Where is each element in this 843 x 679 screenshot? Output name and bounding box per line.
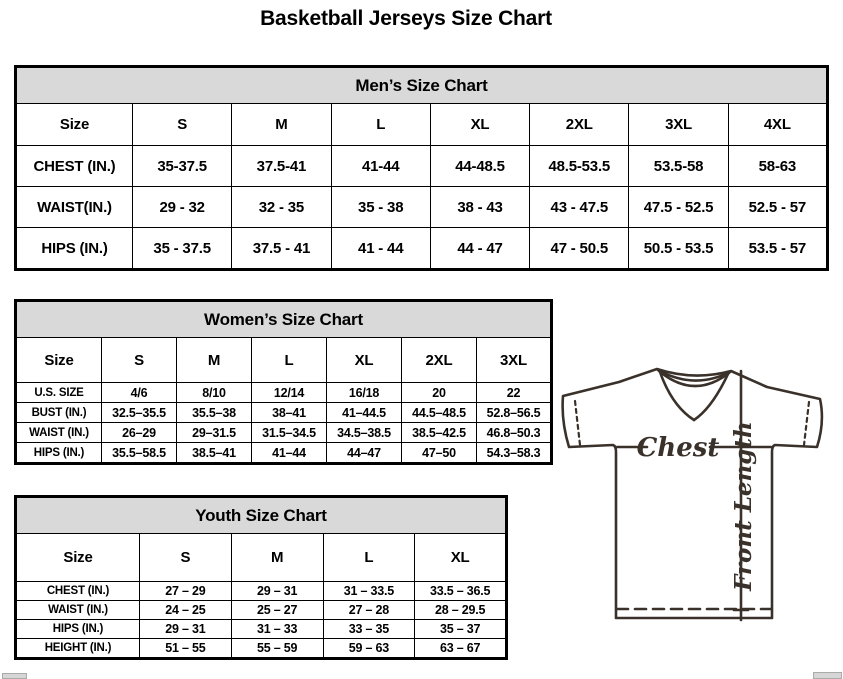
col-header: L [323,534,415,582]
col-header: Size [16,104,133,146]
cell: 53.5-58 [629,146,728,187]
cell: 35-37.5 [133,146,232,187]
cell: 35 - 38 [331,187,430,228]
cell: 38.5–41 [177,443,252,464]
table-row [16,383,552,403]
row-label: CHEST (IN.) [16,146,133,187]
womens-size-chart-table [14,299,553,465]
left-cuff-stitch [575,401,580,445]
cell: 38–41 [252,403,327,423]
jersey-measurement-diagram [553,360,836,632]
table-row [16,443,552,464]
cell: 31 – 33 [231,620,323,639]
row-label: HIPS (IN.) [16,443,102,464]
mens-chart-title: Men’s Size Chart [16,67,828,104]
col-header: M [231,534,323,582]
cell: 52.8–56.5 [477,403,552,423]
cell: 41 - 44 [331,228,430,270]
table-row [16,187,828,228]
cell: 44.5–48.5 [402,403,477,423]
cell: 47–50 [402,443,477,464]
cell: 50.5 - 53.5 [629,228,728,270]
row-label: WAIST (IN.) [16,423,102,443]
col-header: Size [16,338,102,383]
cell: 33.5 – 36.5 [415,582,507,601]
cell: 31.5–34.5 [252,423,327,443]
jersey-outline [563,369,822,618]
cell: 24 – 25 [140,601,232,620]
cell: 20 [402,383,477,403]
cell: 22 [477,383,552,403]
row-label: HIPS (IN.) [16,228,133,270]
cell: 4/6 [102,383,177,403]
col-header: M [177,338,252,383]
col-header: S [102,338,177,383]
cell: 48.5-53.5 [530,146,629,187]
cell: 29 – 31 [140,620,232,639]
cell: 55 – 59 [231,639,323,659]
table-row [16,403,552,423]
cell: 46.8–50.3 [477,423,552,443]
cell: 8/10 [177,383,252,403]
cell: 31 – 33.5 [323,582,415,601]
row-label: WAIST(IN.) [16,187,133,228]
right-cuff-stitch [804,402,809,445]
cell: 43 - 47.5 [530,187,629,228]
cell: 59 – 63 [323,639,415,659]
womens-chart-title: Women’s Size Chart [16,301,552,338]
cell: 28 – 29.5 [415,601,507,620]
col-header: 3XL [629,104,728,146]
col-header: L [252,338,327,383]
cell: 53.5 - 57 [728,228,827,270]
col-header: XL [415,534,507,582]
page-title: Basketball Jerseys Size Chart [260,7,552,30]
cell: 44-48.5 [430,146,529,187]
row-label: CHEST (IN.) [16,582,140,601]
table-row [16,639,507,659]
cell: 41-44 [331,146,430,187]
cell: 26–29 [102,423,177,443]
cell: 47 - 50.5 [530,228,629,270]
cell: 52.5 - 57 [728,187,827,228]
cell: 37.5-41 [232,146,331,187]
col-header: L [331,104,430,146]
scrollbar-thumb-left[interactable] [2,673,27,679]
row-label: U.S. SIZE [16,383,102,403]
cell: 16/18 [327,383,402,403]
row-label: BUST (IN.) [16,403,102,423]
col-header: M [232,104,331,146]
cell: 58-63 [728,146,827,187]
cell: 29–31.5 [177,423,252,443]
cell: 27 – 28 [323,601,415,620]
cell: 44–47 [327,443,402,464]
table-row [16,582,507,601]
table-row [16,601,507,620]
col-header: 3XL [477,338,552,383]
col-header: Size [16,534,140,582]
front-length-label: Front Length [730,421,757,591]
col-header: 2XL [402,338,477,383]
cell: 54.3–58.3 [477,443,552,464]
youth-chart-title: Youth Size Chart [16,497,507,534]
cell: 35.5–58.5 [102,443,177,464]
cell: 51 – 55 [140,639,232,659]
col-header: XL [430,104,529,146]
table-row [16,423,552,443]
cell: 33 – 35 [323,620,415,639]
cell: 35.5–38 [177,403,252,423]
table-row [16,146,828,187]
cell: 32.5–35.5 [102,403,177,423]
col-header: S [140,534,232,582]
cell: 63 – 67 [415,639,507,659]
col-header: S [133,104,232,146]
cell: 37.5 - 41 [232,228,331,270]
table-row [16,620,507,639]
cell: 29 - 32 [133,187,232,228]
cell: 27 – 29 [140,582,232,601]
cell: 12/14 [252,383,327,403]
cell: 47.5 - 52.5 [629,187,728,228]
cell: 29 – 31 [231,582,323,601]
table-row [16,228,828,270]
cell: 35 - 37.5 [133,228,232,270]
mens-size-chart-table [14,65,829,271]
row-label: WAIST (IN.) [16,601,140,620]
col-header: 4XL [728,104,827,146]
cell: 35 – 37 [415,620,507,639]
chest-label: Chest [636,433,720,463]
row-label: HIPS (IN.) [16,620,140,639]
scrollbar-thumb-right[interactable] [813,672,842,679]
cell: 41–44.5 [327,403,402,423]
cell: 38.5–42.5 [402,423,477,443]
cell: 38 - 43 [430,187,529,228]
cell: 34.5–38.5 [327,423,402,443]
cell: 44 - 47 [430,228,529,270]
cell: 32 - 35 [232,187,331,228]
cell: 41–44 [252,443,327,464]
col-header: 2XL [530,104,629,146]
row-label: HEIGHT (IN.) [16,639,140,659]
col-header: XL [327,338,402,383]
youth-size-chart-table [14,495,508,660]
cell: 25 – 27 [231,601,323,620]
